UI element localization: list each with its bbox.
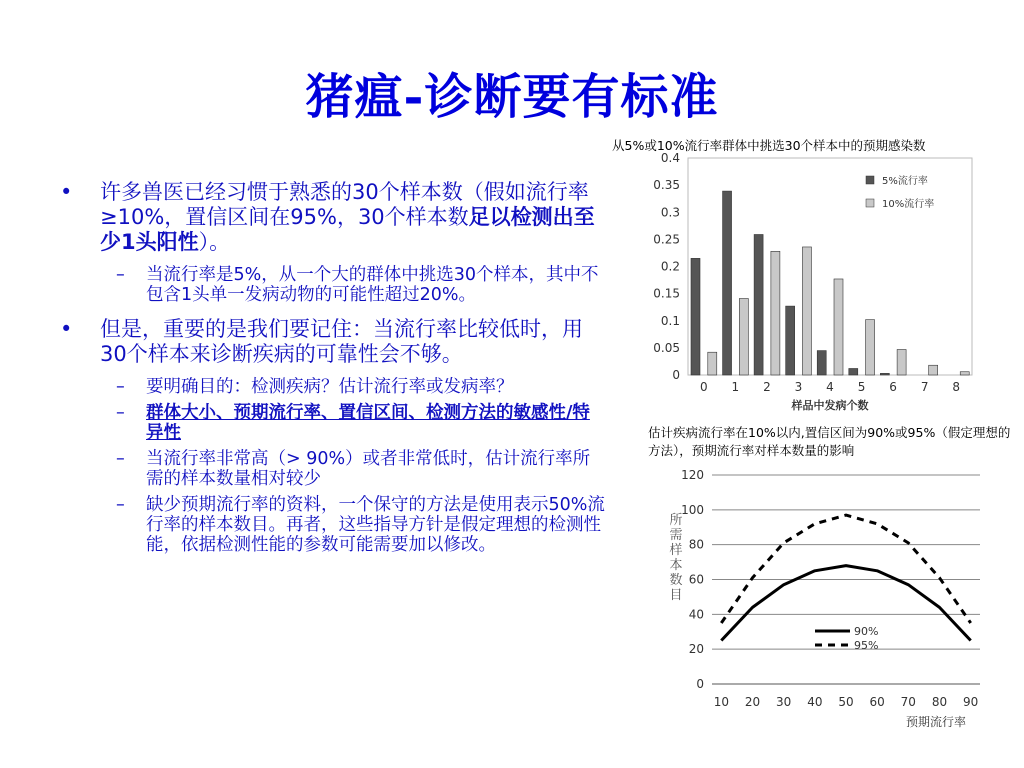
- x-tick-label: 1: [731, 380, 740, 394]
- sub-mark: –: [116, 495, 125, 515]
- sub-mark: –: [116, 265, 125, 285]
- x-tick-label: 30: [776, 695, 792, 709]
- y-tick-label: 0: [672, 368, 680, 382]
- legend-swatch: [866, 176, 874, 184]
- sub-mark: –: [116, 449, 125, 469]
- bullet-emphasis: 足以检测出至少1头阳性: [100, 205, 595, 254]
- y-tick-label: 0: [696, 677, 704, 691]
- y-axis-label-char: 目: [669, 588, 683, 603]
- bar-1: [739, 299, 748, 375]
- y-axis-label-char: 数: [669, 573, 683, 588]
- bullet-text: 但是，重要的是我们要记住：当流行率比较低时，用30个样本来诊断疾病的可靠性会不够。: [100, 317, 583, 366]
- x-tick-label: 80: [931, 695, 948, 709]
- bullet-text: 当流行率非常高（> 90%）或者非常低时，估计流行率所需的样本数量相对较少: [146, 449, 591, 489]
- y-tick-label: 120: [681, 468, 704, 482]
- x-axis-label: 预期流行率: [905, 715, 967, 729]
- x-tick-label: 8: [952, 380, 961, 394]
- bar-0: [786, 306, 795, 375]
- bar-0: [754, 234, 763, 375]
- series-line-0: [721, 566, 970, 641]
- bar-1: [866, 320, 875, 375]
- y-tick-label: 0.35: [653, 178, 680, 193]
- bar-0: [723, 191, 732, 375]
- sub-mark: –: [116, 403, 125, 423]
- x-tick-label: 90: [963, 695, 979, 709]
- x-axis-label: 样品中发病个数: [791, 399, 869, 412]
- bullet-sub: [60, 265, 605, 305]
- bar-chart-caption: 从5%或10%流行率群体中挑选30个样本中的预期感染数: [612, 138, 926, 153]
- x-tick-label: 2: [763, 380, 771, 394]
- bar-0: [817, 351, 826, 375]
- bullet-sub: [60, 377, 605, 397]
- x-tick-label: 50: [838, 695, 854, 709]
- slide-body: [60, 180, 605, 561]
- bullet-text: 缺少预期流行率的资料，一个保守的方法是使用表示50%流行率的样本数目。再者，这些指导方针是假定理想的检测性能，依据检测性能的参数可能需要加以修改。: [146, 495, 605, 555]
- y-tick-label: 0.1: [660, 313, 680, 328]
- x-tick-label: 6: [889, 380, 897, 394]
- legend-label: 5%流行率: [882, 176, 928, 187]
- y-tick-label: 100: [681, 502, 704, 517]
- x-tick-label: 4: [826, 380, 834, 394]
- legend-swatch: [866, 199, 874, 207]
- slide-title: 猪瘟-诊断要有标准: [305, 69, 719, 125]
- y-tick-label: 20: [688, 642, 704, 657]
- y-axis-label-char: 样: [669, 543, 683, 558]
- bullet-sub: [60, 449, 605, 489]
- x-tick-label: 40: [807, 695, 823, 709]
- x-tick-label: 5: [857, 380, 866, 394]
- bar-1: [771, 251, 780, 375]
- x-tick-label: 3: [794, 380, 803, 394]
- y-tick-label: 0.3: [660, 205, 680, 220]
- bullet-main: [60, 317, 605, 367]
- y-tick-label: 60: [688, 572, 704, 587]
- legend-label: 95%: [854, 639, 879, 652]
- line-chart: [660, 466, 990, 744]
- y-tick-label: 0.2: [660, 259, 680, 274]
- bullet-text: 许多兽医已经习惯于熟悉的30个样本数（假如流行率≥10%，置信区间在95%，30个样本数: [100, 180, 589, 229]
- bar-chart: [640, 150, 985, 415]
- y-tick-label: 0.25: [653, 232, 680, 247]
- line-chart-caption: 估计疾病流行率在10%以内,置信区间为90%或95%（假定理想的方法），预期流行率对样本数量的影响: [648, 425, 1011, 458]
- y-axis-label-char: 所: [669, 513, 683, 528]
- x-tick-label: 0: [699, 380, 708, 394]
- bullet-sub: [60, 495, 605, 555]
- bullet-mark: •: [60, 317, 73, 341]
- legend-label: 90%: [854, 625, 879, 638]
- bar-0: [691, 258, 700, 375]
- bullet-text-end: ）。: [198, 230, 231, 254]
- bar-1: [929, 365, 938, 375]
- y-tick-label: 0.05: [653, 340, 680, 355]
- sub-mark: –: [116, 377, 125, 397]
- bullet-text-underlined: 群体大小、预期流行率、置信区间、检测方法的敏感性/特异性: [146, 403, 590, 443]
- bar-1: [960, 372, 969, 375]
- bullet-mark: •: [60, 180, 73, 204]
- bar-1: [897, 350, 906, 375]
- y-tick-label: 80: [688, 537, 704, 552]
- x-tick-label: 20: [744, 695, 761, 709]
- bar-1: [708, 352, 717, 375]
- bullet-main: [60, 180, 605, 255]
- x-tick-label: 10: [713, 695, 729, 709]
- bar-0: [849, 368, 858, 375]
- bar-1: [834, 279, 843, 375]
- x-tick-label: 7: [920, 380, 929, 394]
- x-tick-label: 60: [869, 695, 885, 709]
- bullet-sub: [60, 403, 605, 443]
- y-axis-label-char: 需: [669, 528, 683, 543]
- legend-label: 10%流行率: [882, 199, 935, 210]
- bullet-text: 当流行率是5%，从一个大的群体中挑选30个样本，其中不包含1头单一发病动物的可能性超过20%。: [146, 265, 599, 305]
- y-tick-label: 0.4: [660, 151, 680, 165]
- y-tick-label: 40: [688, 607, 704, 622]
- y-axis-label-char: 本: [669, 558, 683, 573]
- y-tick-label: 0.15: [653, 286, 680, 301]
- bullet-text: 要明确目的：检测疾病？估计流行率或发病率？: [146, 377, 514, 397]
- bar-0: [880, 373, 889, 375]
- bar-1: [802, 247, 811, 375]
- series-line-1: [721, 515, 970, 623]
- x-tick-label: 70: [900, 695, 916, 709]
